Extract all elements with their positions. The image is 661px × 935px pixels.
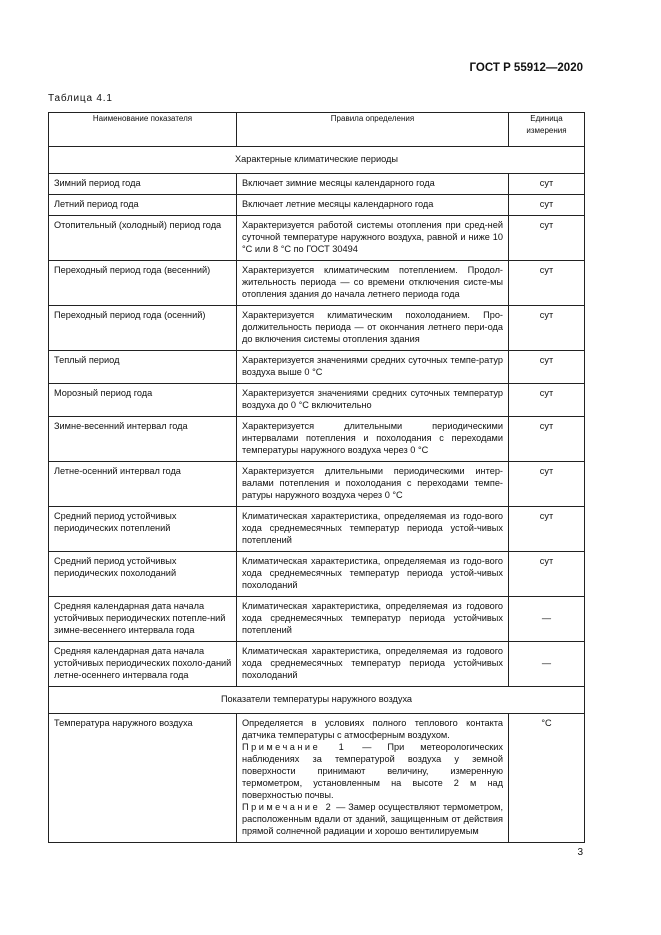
indicator-name: Переходный период года (весенний): [49, 261, 237, 306]
indicator-unit: сут: [509, 351, 585, 384]
table-row: [49, 216, 585, 261]
note-1-text: — При метеорологических наблюдениях за температурой воздуха у земной поверхности принимают величину, измеренную термометром, установленным на высоте 2 м над поверхностью почвы.: [242, 742, 504, 800]
table-row: [49, 642, 585, 687]
indicator-rule: Характеризуется климатическим потеплением. Продол-жительность периода — со времени отключения систе-мы отопления здания до начала летнего периода года: [237, 261, 509, 306]
table-row: [49, 714, 585, 843]
indicator-unit: сут: [509, 384, 585, 417]
indicator-rule: Характеризуется длительными периодическими интервалами потепления и похолодания с переходами температуры наружного воздуха через 0 °С: [237, 417, 509, 462]
indicator-name: Температура наружного воздуха: [49, 714, 237, 843]
indicator-unit: сут: [509, 462, 585, 507]
table-header-row: [49, 113, 585, 147]
table-row: [49, 552, 585, 597]
indicator-rule: Включает зимние месяцы календарного года: [237, 174, 509, 195]
note-2-text: — Замер осуществляют термометром, расположенным вдали от зданий, защищенным от действия прямой солнечной радиации и хорошо вентилируемым: [242, 802, 504, 836]
indicator-unit: —: [509, 597, 585, 642]
section-title: Показатели температуры наружного воздуха: [49, 687, 585, 714]
indicator-name: Средняя календарная дата начала устойчивых периодических потепле-ний зимне-весеннего интервала года: [49, 597, 237, 642]
column-header-unit: Единица измерения: [509, 113, 585, 147]
table-row: [49, 261, 585, 306]
table-row: [49, 507, 585, 552]
indicator-rule: Климатическая характеристика, определяемая из годового хода среднемесячных температур периода устойчивых похолоданий: [237, 642, 509, 687]
indicator-rule: Климатическая характеристика, определяемая из годо-вого хода среднемесячных температур периода устой-чивых похолоданий: [237, 552, 509, 597]
table-row: [49, 351, 585, 384]
table-caption: Таблица 4.1: [48, 93, 113, 104]
indicator-name: Летне-осенний интервал года: [49, 462, 237, 507]
indicator-name: Зимний период года: [49, 174, 237, 195]
document-code: ГОСТ Р 55912—2020: [469, 62, 583, 74]
table-row: [49, 384, 585, 417]
indicator-unit: сут: [509, 417, 585, 462]
indicator-rule: Характеризуется значениями средних суточных температур воздуха до 0 °С включительно: [237, 384, 509, 417]
indicators-table: [48, 112, 585, 843]
column-header-name: Наименование показателя: [49, 113, 237, 147]
indicator-name: Средняя календарная дата начала устойчивых периодических похоло-даний летне-осеннего интервала года: [49, 642, 237, 687]
note-1-label: Примечание 1: [242, 742, 347, 752]
indicator-unit: °С: [509, 714, 585, 843]
section-title: Характерные климатические периоды: [49, 147, 585, 174]
indicator-name: Переходный период года (осенний): [49, 306, 237, 351]
column-header-rule: Правила определения: [237, 113, 509, 147]
indicator-unit: сут: [509, 306, 585, 351]
indicator-name: Теплый период: [49, 351, 237, 384]
indicator-unit: сут: [509, 174, 585, 195]
indicator-rule: [237, 714, 509, 843]
table-row: [49, 174, 585, 195]
indicator-rule: Характеризуется длительными периодическими интер-валами потепления и похолодания с переходами темпе-ратуры наружного воздуха через 0 °С: [237, 462, 509, 507]
indicator-name: Морозный период года: [49, 384, 237, 417]
indicator-rule: Включает летние месяцы календарного года: [237, 195, 509, 216]
indicator-unit: сут: [509, 261, 585, 306]
indicator-name: Средний период устойчивых периодических похолоданий: [49, 552, 237, 597]
section-row-climatic-periods: [49, 147, 585, 174]
indicator-name: Отопительный (холодный) период года: [49, 216, 237, 261]
indicator-rule: Характеризуется климатическим похолоданием. Про-должительность периода — от окончания летнего пери-ода до включения системы отопления здания: [237, 306, 509, 351]
indicator-name: Зимне-весенний интервал года: [49, 417, 237, 462]
table-row: [49, 195, 585, 216]
indicator-rule: Характеризуется значениями средних суточных темпе-ратур воздуха выше 0 °С: [237, 351, 509, 384]
indicator-unit: сут: [509, 216, 585, 261]
table-row: [49, 597, 585, 642]
table-row: [49, 462, 585, 507]
indicator-unit: —: [509, 642, 585, 687]
table-row: [49, 417, 585, 462]
section-row-outdoor-temperature: [49, 687, 585, 714]
indicator-unit: сут: [509, 195, 585, 216]
indicator-rule: Климатическая характеристика, определяемая из годо-вого хода среднемесячных температур периода устой-чивых потеплений: [237, 507, 509, 552]
indicator-rule: Характеризуется работой системы отопления при сред-ней суточной температуре наружного воздуха, равной и ниже 10 °С или 8 °С по ГОСТ 30494: [237, 216, 509, 261]
page-number: 3: [577, 847, 583, 858]
indicator-name: Средний период устойчивых периодических потеплений: [49, 507, 237, 552]
indicator-name: Летний период года: [49, 195, 237, 216]
note-2-label: Примечание 2: [242, 802, 334, 812]
table-row: [49, 306, 585, 351]
indicator-rule: Климатическая характеристика, определяемая из годового хода среднемесячных температур периода устойчивых потеплений: [237, 597, 509, 642]
indicator-unit: сут: [509, 507, 585, 552]
indicator-unit: сут: [509, 552, 585, 597]
rule-main-text: Определяется в условиях полного теплового контакта датчика температуры с атмосферным воздухом.: [242, 718, 503, 740]
